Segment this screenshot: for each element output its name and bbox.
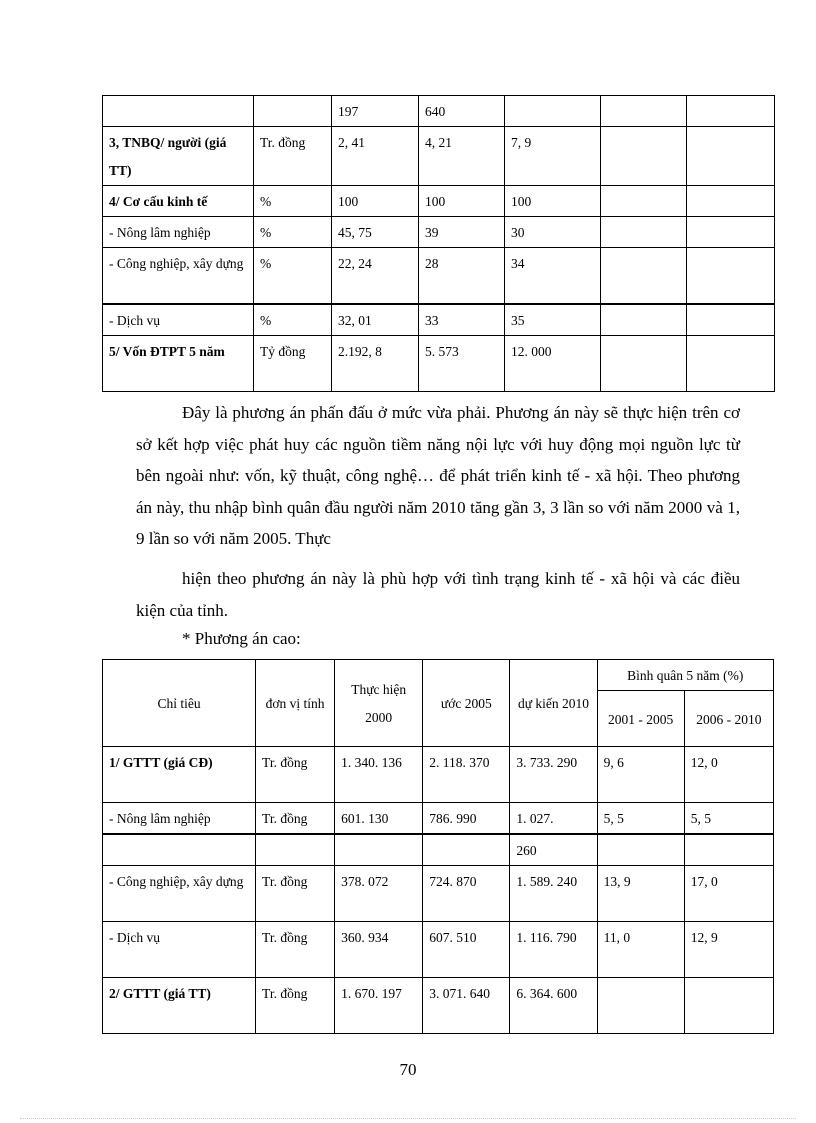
cell: 5. 573 xyxy=(419,335,505,391)
table-row xyxy=(103,803,774,835)
cell: 601. 130 xyxy=(335,803,423,835)
cell: Tr. đồng xyxy=(256,922,335,978)
cell xyxy=(597,978,684,1034)
cell: 4/ Cơ cấu kinh tế xyxy=(103,186,254,217)
cell: 1. 670. 197 xyxy=(335,978,423,1034)
cell: 35 xyxy=(505,304,601,336)
cell: 12, 0 xyxy=(684,747,773,803)
cell: 197 xyxy=(332,96,419,127)
section-heading: * Phương án cao: xyxy=(182,629,301,648)
cell xyxy=(597,834,684,866)
header-binh-quan: Bình quân 5 năm (%) xyxy=(597,660,773,691)
cell: 260 xyxy=(510,834,597,866)
cell: 5, 5 xyxy=(684,803,773,835)
cell: % xyxy=(254,248,332,304)
table-row xyxy=(103,248,775,304)
cell: 3. 733. 290 xyxy=(510,747,597,803)
cell: % xyxy=(254,186,332,217)
cell xyxy=(601,217,687,248)
cell: 33 xyxy=(419,304,505,336)
cell: 13, 9 xyxy=(597,866,684,922)
cell: 360. 934 xyxy=(335,922,423,978)
cell: 100 xyxy=(332,186,419,217)
cell: 1. 116. 790 xyxy=(510,922,597,978)
cell: 724. 870 xyxy=(423,866,510,922)
cell: 2.192, 8 xyxy=(332,335,419,391)
cell: 2/ GTTT (giá TT) xyxy=(103,978,256,1034)
header-period-2: 2006 - 2010 xyxy=(684,691,773,747)
cell xyxy=(256,834,335,866)
cell xyxy=(687,217,775,248)
cell: 4, 21 xyxy=(419,127,505,186)
cell: 378. 072 xyxy=(335,866,423,922)
table-header-row xyxy=(103,660,774,691)
table-row xyxy=(103,866,774,922)
table-row xyxy=(103,922,774,978)
cell: 640 xyxy=(419,96,505,127)
cell: Tr. đồng xyxy=(256,747,335,803)
cell: 1. 340. 136 xyxy=(335,747,423,803)
cell: - Công nghiệp, xây dựng xyxy=(103,248,254,304)
table-row xyxy=(103,335,775,391)
cell: 1. 027. xyxy=(510,803,597,835)
cell: 3, TNBQ/ người (giá TT) xyxy=(103,127,254,186)
table-row xyxy=(103,96,775,127)
cell: 607. 510 xyxy=(423,922,510,978)
cell xyxy=(687,248,775,304)
cell: 30 xyxy=(505,217,601,248)
cell xyxy=(687,335,775,391)
cell: Tr. đồng xyxy=(256,803,335,835)
cell: 34 xyxy=(505,248,601,304)
cell: 39 xyxy=(419,217,505,248)
cell: - Dịch vụ xyxy=(103,922,256,978)
cell xyxy=(687,186,775,217)
header-thuc-hien: Thực hiện 2000 xyxy=(335,660,423,747)
cell: - Nông lâm nghiệp xyxy=(103,803,256,835)
cell: - Dịch vụ xyxy=(103,304,254,336)
table-row xyxy=(103,747,774,803)
table-row xyxy=(103,217,775,248)
cell xyxy=(687,127,775,186)
cell xyxy=(684,978,773,1034)
body-paragraph: hiện theo phương án này là phù hợp với tình trạng kinh tế - xã hội và các điều kiện của tỉnh. xyxy=(136,569,740,620)
cell xyxy=(687,304,775,336)
cell: % xyxy=(254,217,332,248)
cell xyxy=(601,127,687,186)
cell: 7, 9 xyxy=(505,127,601,186)
cell: % xyxy=(254,304,332,336)
footer-divider xyxy=(20,1118,796,1119)
cell: 11, 0 xyxy=(597,922,684,978)
cell: Tr. đồng xyxy=(254,127,332,186)
cell: 6. 364. 600 xyxy=(510,978,597,1034)
cell: 5/ Vốn ĐTPT 5 năm xyxy=(103,335,254,391)
cell xyxy=(423,834,510,866)
cell: - Công nghiệp, xây dựng xyxy=(103,866,256,922)
cell: 786. 990 xyxy=(423,803,510,835)
cell: Tỷ đồng xyxy=(254,335,332,391)
cell: 22, 24 xyxy=(332,248,419,304)
cell xyxy=(254,96,332,127)
header-don-vi: đơn vị tính xyxy=(256,660,335,747)
body-paragraph: Đây là phương án phấn đấu ở mức vừa phải. Phương án này sẽ thực hiện trên cơ sở kết hợp việc phát huy các nguồn tiềm năng nội lực với huy động mọi nguồn lực từ bên ngoài như: vốn, kỹ thuật, công nghệ… để phát triển kinh tế - xã hội. Theo phương án này, thu nhập bình quân đầu người năm 2010 tăng gần 3, 3 lần so với năm 2000 và 1, 9 lần so với năm 2005. Thực xyxy=(136,403,740,548)
cell: 32, 01 xyxy=(332,304,419,336)
table-row xyxy=(103,834,774,866)
cell: 45, 75 xyxy=(332,217,419,248)
table-row xyxy=(103,304,775,336)
table-row xyxy=(103,978,774,1034)
cell: 17, 0 xyxy=(684,866,773,922)
cell: 100 xyxy=(505,186,601,217)
table-economic-structure xyxy=(102,95,775,392)
cell: 100 xyxy=(419,186,505,217)
cell xyxy=(601,335,687,391)
cell: 5, 5 xyxy=(597,803,684,835)
cell: 2, 41 xyxy=(332,127,419,186)
header-du-kien: dự kiến 2010 xyxy=(510,660,597,747)
cell: 12. 000 xyxy=(505,335,601,391)
cell xyxy=(103,96,254,127)
cell: 3. 071. 640 xyxy=(423,978,510,1034)
cell xyxy=(601,304,687,336)
header-uoc: ước 2005 xyxy=(423,660,510,747)
cell: 12, 9 xyxy=(684,922,773,978)
cell: - Nông lâm nghiệp xyxy=(103,217,254,248)
header-chi-tieu: Chỉ tiêu xyxy=(103,660,256,747)
table-row xyxy=(103,186,775,217)
cell xyxy=(684,834,773,866)
cell: 2. 118. 370 xyxy=(423,747,510,803)
cell xyxy=(687,96,775,127)
cell xyxy=(335,834,423,866)
header-period-1: 2001 - 2005 xyxy=(597,691,684,747)
cell xyxy=(505,96,601,127)
cell: 28 xyxy=(419,248,505,304)
cell xyxy=(601,96,687,127)
table-high-scenario xyxy=(102,659,774,1034)
table-row xyxy=(103,127,775,186)
page-number: 70 xyxy=(399,1060,417,1079)
cell xyxy=(601,248,687,304)
cell xyxy=(601,186,687,217)
cell: 1. 589. 240 xyxy=(510,866,597,922)
cell xyxy=(103,834,256,866)
cell: 9, 6 xyxy=(597,747,684,803)
cell: Tr. đồng xyxy=(256,866,335,922)
cell: 1/ GTTT (giá CĐ) xyxy=(103,747,256,803)
cell: Tr. đồng xyxy=(256,978,335,1034)
